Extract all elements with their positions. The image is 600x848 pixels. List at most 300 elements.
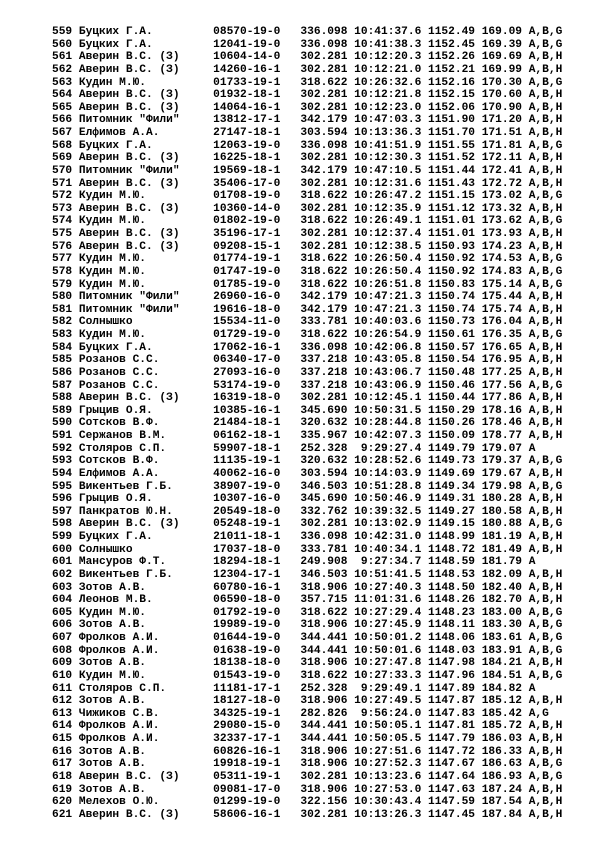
- speed: 1147.98: [428, 657, 482, 670]
- groups: A,B,G: [528, 518, 563, 531]
- distance: 318.906: [300, 581, 355, 594]
- groups: A,B,H: [528, 733, 563, 745]
- distance: 318.622: [300, 253, 355, 266]
- points: 178.46: [481, 417, 529, 430]
- table-row: [52, 102, 562, 115]
- row-number: 619: [52, 783, 79, 796]
- arrival-time: 10:47:10.5: [354, 164, 428, 177]
- distance: 318.906: [300, 619, 355, 632]
- ring-number: 17037-18-0: [213, 543, 301, 556]
- table-row: [52, 531, 562, 544]
- distance: 318.622: [300, 265, 355, 278]
- points: 178.16: [481, 404, 529, 417]
- table-row: [52, 64, 562, 77]
- points: 176.65: [481, 341, 529, 354]
- points: 170.90: [481, 101, 529, 114]
- row-number: 592: [52, 442, 79, 455]
- participant-name: Розанов С.С.: [78, 366, 214, 379]
- groups: A,B,H: [528, 392, 563, 405]
- groups: A,B,G: [528, 379, 563, 392]
- speed: 1151.52: [428, 152, 482, 165]
- participant-name: Аверин В.С. (З): [78, 808, 214, 821]
- participant-name: Леонов М.В.: [78, 594, 214, 607]
- table-row: [52, 89, 562, 102]
- table-row: [52, 443, 562, 456]
- participant-name: Викентьев Г.Б.: [78, 568, 214, 581]
- points: 173.32: [481, 202, 529, 215]
- distance: 336.098: [300, 341, 355, 354]
- arrival-time: 9:27:34.7: [354, 556, 428, 569]
- arrival-time: 9:56:24.0: [354, 707, 428, 720]
- points: 178.77: [481, 430, 529, 442]
- points: 176.35: [481, 329, 529, 341]
- arrival-time: 10:47:03.3: [354, 114, 428, 127]
- row-number: 594: [52, 467, 79, 480]
- speed: 1150.92: [428, 253, 482, 266]
- points: 175.14: [481, 278, 529, 291]
- speed: 1152.49: [428, 26, 482, 38]
- speed: 1150.44: [428, 392, 482, 405]
- points: 174.23: [481, 240, 529, 253]
- row-number: 609: [52, 657, 79, 670]
- ring-number: 01802-19-0: [213, 215, 301, 228]
- row-number: 603: [52, 581, 79, 594]
- ring-number: 17062-16-1: [213, 341, 301, 354]
- participant-name: Сержанов В.М.: [78, 430, 214, 442]
- row-number: 569: [52, 152, 79, 165]
- row-number: 601: [52, 556, 79, 569]
- table-row: [52, 518, 562, 531]
- points: 169.39: [481, 38, 529, 51]
- groups: A,B,G: [528, 758, 563, 771]
- table-row: [52, 468, 562, 481]
- arrival-time: 10:50:01.2: [354, 632, 428, 644]
- participant-name: Аверин В.С. (З): [78, 152, 214, 165]
- points: 169.99: [481, 63, 529, 76]
- points: 173.93: [481, 228, 529, 240]
- row-number: 575: [52, 228, 79, 240]
- row-number: 597: [52, 505, 79, 518]
- arrival-time: 10:12:30.3: [354, 152, 428, 165]
- participant-name: Аверин В.С. (З): [78, 101, 214, 114]
- ring-number: 13812-17-1: [213, 114, 301, 127]
- participant-name: Аверин В.С. (З): [78, 177, 214, 190]
- groups: A,B,H: [528, 493, 563, 506]
- arrival-time: 10:27:40.3: [354, 581, 428, 594]
- speed: 1147.45: [428, 808, 482, 821]
- groups: A,B,H: [528, 796, 563, 809]
- distance: 318.622: [300, 76, 355, 89]
- speed: 1147.67: [428, 758, 482, 771]
- distance: 337.218: [300, 366, 355, 379]
- ring-number: 19569-18-1: [213, 164, 301, 177]
- ring-number: 10385-16-1: [213, 404, 301, 417]
- table-row: [52, 77, 562, 90]
- table-row: [52, 809, 562, 822]
- distance: 318.906: [300, 783, 355, 796]
- speed: 1152.15: [428, 89, 482, 102]
- distance: 336.098: [300, 531, 355, 543]
- participant-name: Питомник "Фили": [78, 114, 214, 127]
- arrival-time: 10:30:43.4: [354, 796, 428, 809]
- row-number: 561: [52, 51, 79, 64]
- participant-name: Елфимов А.А.: [78, 467, 214, 480]
- arrival-time: 10:43:06.9: [354, 379, 428, 392]
- table-row: [52, 165, 562, 178]
- ring-number: 38907-19-0: [213, 480, 301, 493]
- table-row: [52, 733, 562, 746]
- distance: 344.441: [300, 720, 355, 733]
- speed: 1150.74: [428, 303, 482, 316]
- ring-number: 60826-16-1: [213, 745, 301, 758]
- speed: 1148.59: [428, 556, 482, 569]
- ring-number: 05311-19-1: [213, 770, 301, 783]
- arrival-time: 10:42:31.0: [354, 531, 428, 543]
- row-number: 618: [52, 770, 79, 783]
- distance: 318.622: [300, 215, 355, 228]
- points: 186.63: [481, 758, 529, 771]
- speed: 1150.73: [428, 316, 482, 329]
- ring-number: 14260-16-1: [213, 63, 301, 76]
- groups: A,B,G: [528, 619, 563, 632]
- row-number: 573: [52, 202, 79, 215]
- arrival-time: 10:12:45.1: [354, 392, 428, 405]
- points: 182.40: [481, 581, 529, 594]
- distance: 336.098: [300, 139, 355, 152]
- row-number: 568: [52, 139, 79, 152]
- points: 172.41: [481, 164, 529, 177]
- participant-name: Мансуров Ф.Т.: [78, 556, 214, 569]
- groups: A,B,G: [528, 139, 563, 152]
- speed: 1152.16: [428, 76, 482, 89]
- speed: 1150.29: [428, 404, 482, 417]
- arrival-time: 10:51:41.5: [354, 568, 428, 581]
- ring-number: 34325-19-1: [213, 707, 301, 720]
- points: 175.44: [481, 291, 529, 304]
- points: 169.09: [481, 26, 529, 38]
- arrival-time: 10:26:54.9: [354, 329, 428, 341]
- participant-name: Аверин В.С. (З): [78, 89, 214, 102]
- table-row: [52, 291, 562, 304]
- groups: A,B,H: [528, 404, 563, 417]
- row-number: 606: [52, 619, 79, 632]
- speed: 1150.83: [428, 278, 482, 291]
- participant-name: Зотов А.В.: [78, 695, 214, 708]
- participant-name: Фролков А.И.: [78, 720, 214, 733]
- ring-number: 15534-11-0: [213, 316, 301, 329]
- distance: 282.826: [300, 707, 355, 720]
- row-number: 584: [52, 341, 79, 354]
- table-row: [52, 39, 562, 52]
- points: 180.28: [481, 493, 529, 506]
- speed: 1150.26: [428, 417, 482, 430]
- groups: A,B,G: [528, 329, 563, 341]
- row-number: 586: [52, 366, 79, 379]
- ring-number: 01299-19-0: [213, 796, 301, 809]
- speed: 1147.89: [428, 682, 482, 695]
- arrival-time: 10:13:02.9: [354, 518, 428, 531]
- participant-name: Буцких Г.А.: [78, 139, 214, 152]
- ring-number: 16319-18-0: [213, 392, 301, 405]
- arrival-time: 10:42:07.3: [354, 430, 428, 442]
- distance: 252.328: [300, 682, 355, 695]
- table-row: [52, 114, 562, 127]
- ring-number: 01638-19-0: [213, 644, 301, 657]
- table-row: [52, 695, 562, 708]
- distance: 335.967: [300, 430, 355, 442]
- row-number: 582: [52, 316, 79, 329]
- table-row: [52, 619, 562, 632]
- ring-number: 09208-15-1: [213, 240, 301, 253]
- speed: 1150.61: [428, 329, 482, 341]
- ring-number: 11181-17-1: [213, 682, 301, 695]
- ring-number: 01708-19-0: [213, 190, 301, 203]
- points: 182.09: [481, 568, 529, 581]
- distance: 345.690: [300, 404, 355, 417]
- distance: 342.179: [300, 291, 355, 304]
- table-row: [52, 279, 562, 292]
- table-row: [52, 493, 562, 506]
- ring-number: 53174-19-0: [213, 379, 301, 392]
- table-row: [52, 708, 562, 721]
- distance: 344.441: [300, 733, 355, 745]
- arrival-time: 10:43:05.8: [354, 354, 428, 367]
- row-number: 567: [52, 127, 79, 139]
- participant-name: Фролков А.И.: [78, 733, 214, 745]
- arrival-time: 10:41:37.6: [354, 26, 428, 38]
- ring-number: 40062-16-0: [213, 467, 301, 480]
- points: 179.67: [481, 467, 529, 480]
- speed: 1149.31: [428, 493, 482, 506]
- participant-name: Зотов А.В.: [78, 581, 214, 594]
- distance: 318.622: [300, 278, 355, 291]
- ring-number: 06340-17-0: [213, 354, 301, 367]
- points: 184.21: [481, 657, 529, 670]
- participant-name: Зотов А.В.: [78, 745, 214, 758]
- distance: 345.690: [300, 493, 355, 506]
- results-table: [52, 26, 562, 821]
- arrival-time: 10:39:32.5: [354, 505, 428, 518]
- ring-number: 01729-19-0: [213, 329, 301, 341]
- participant-name: Розанов С.С.: [78, 379, 214, 392]
- participant-name: Буцких Г.А.: [78, 531, 214, 543]
- ring-number: 18138-18-0: [213, 657, 301, 670]
- points: 177.25: [481, 366, 529, 379]
- speed: 1149.73: [428, 455, 482, 468]
- table-row: [52, 140, 562, 153]
- arrival-time: 9:29:49.1: [354, 682, 428, 695]
- speed: 1151.43: [428, 177, 482, 190]
- arrival-time: 10:12:31.6: [354, 177, 428, 190]
- table-row: [52, 215, 562, 228]
- groups: A,B,H: [528, 657, 563, 670]
- arrival-time: 10:12:21.8: [354, 89, 428, 102]
- distance: 303.594: [300, 467, 355, 480]
- groups: A,B,G: [528, 38, 563, 51]
- ring-number: 08570-19-0: [213, 26, 301, 38]
- speed: 1148.11: [428, 619, 482, 632]
- groups: A,B,H: [528, 745, 563, 758]
- ring-number: 01792-19-0: [213, 606, 301, 619]
- participant-name: Столяров С.П.: [78, 442, 214, 455]
- ring-number: 27147-18-1: [213, 127, 301, 139]
- ring-number: 10360-14-0: [213, 202, 301, 215]
- arrival-time: 10:28:52.6: [354, 455, 428, 468]
- table-row: [52, 253, 562, 266]
- table-row: [52, 645, 562, 658]
- row-number: 593: [52, 455, 79, 468]
- table-row: [52, 784, 562, 797]
- groups: A,G: [528, 707, 549, 720]
- groups: A,B,H: [528, 51, 563, 64]
- speed: 1150.54: [428, 354, 482, 367]
- participant-name: Солнышко: [78, 316, 214, 329]
- ring-number: 11135-19-1: [213, 455, 301, 468]
- speed: 1152.45: [428, 38, 482, 51]
- arrival-time: 10:41:38.3: [354, 38, 428, 51]
- table-row: [52, 405, 562, 418]
- groups: A,B,G: [528, 190, 563, 203]
- row-number: 610: [52, 669, 79, 682]
- arrival-time: 9:29:27.4: [354, 442, 428, 455]
- arrival-time: 10:12:23.0: [354, 101, 428, 114]
- arrival-time: 10:27:33.3: [354, 669, 428, 682]
- arrival-time: 10:51:28.8: [354, 480, 428, 493]
- ring-number: 27093-16-0: [213, 366, 301, 379]
- distance: 332.762: [300, 505, 355, 518]
- row-number: 566: [52, 114, 79, 127]
- row-number: 559: [52, 26, 79, 38]
- distance: 302.281: [300, 63, 355, 76]
- distance: 320.632: [300, 417, 355, 430]
- points: 183.30: [481, 619, 529, 632]
- table-row: [52, 316, 562, 329]
- table-row: [52, 556, 562, 569]
- distance: 336.098: [300, 26, 355, 38]
- groups: A,B,H: [528, 291, 563, 304]
- speed: 1152.06: [428, 101, 482, 114]
- distance: 302.281: [300, 152, 355, 165]
- distance: 249.908: [300, 556, 355, 569]
- table-row: [52, 127, 562, 140]
- ring-number: 12304-17-1: [213, 568, 301, 581]
- arrival-time: 10:47:21.3: [354, 303, 428, 316]
- arrival-time: 10:13:26.3: [354, 808, 428, 821]
- distance: 302.281: [300, 228, 355, 240]
- participant-name: Грыцив О.Я.: [78, 404, 214, 417]
- points: 176.95: [481, 354, 529, 367]
- ring-number: 21484-18-1: [213, 417, 301, 430]
- distance: 333.781: [300, 316, 355, 329]
- table-row: [52, 228, 562, 241]
- groups: A,B,H: [528, 89, 563, 102]
- arrival-time: 10:27:51.6: [354, 745, 428, 758]
- ring-number: 06590-18-0: [213, 594, 301, 607]
- distance: 346.503: [300, 568, 355, 581]
- table-row: [52, 241, 562, 254]
- points: 187.24: [481, 783, 529, 796]
- groups: A,B,H: [528, 783, 563, 796]
- points: 171.20: [481, 114, 529, 127]
- groups: A,B,H: [528, 695, 563, 708]
- ring-number: 19616-18-0: [213, 303, 301, 316]
- distance: 344.441: [300, 632, 355, 644]
- groups: A,B,G: [528, 215, 563, 228]
- row-number: 590: [52, 417, 79, 430]
- arrival-time: 10:26:47.2: [354, 190, 428, 203]
- participant-name: Сотсков В.Ф.: [78, 455, 214, 468]
- ring-number: 01747-19-0: [213, 265, 301, 278]
- distance: 302.281: [300, 101, 355, 114]
- participant-name: Аверин В.С. (З): [78, 228, 214, 240]
- participant-name: Питомник "Фили": [78, 164, 214, 177]
- groups: A,B,H: [528, 531, 563, 543]
- points: 176.04: [481, 316, 529, 329]
- table-row: [52, 203, 562, 216]
- participant-name: Мелехов О.Ю.: [78, 796, 214, 809]
- points: 183.61: [481, 632, 529, 644]
- distance: 336.098: [300, 38, 355, 51]
- ring-number: 29080-15-0: [213, 720, 301, 733]
- table-row: [52, 152, 562, 165]
- table-row: [52, 632, 562, 645]
- groups: A,B,H: [528, 467, 563, 480]
- groups: A: [528, 682, 536, 695]
- arrival-time: 10:41:51.9: [354, 139, 428, 152]
- points: 170.30: [481, 76, 529, 89]
- row-number: 596: [52, 493, 79, 506]
- distance: 302.281: [300, 770, 355, 783]
- groups: A,B,H: [528, 101, 563, 114]
- participant-name: Зотов А.В.: [78, 758, 214, 771]
- table-row: [52, 544, 562, 557]
- row-number: 620: [52, 796, 79, 809]
- row-number: 607: [52, 632, 79, 644]
- participant-name: Грыцив О.Я.: [78, 493, 214, 506]
- participant-name: Кудин М.Ю.: [78, 215, 214, 228]
- points: 185.12: [481, 695, 529, 708]
- points: 171.81: [481, 139, 529, 152]
- groups: A,B,G: [528, 669, 563, 682]
- ring-number: 20549-18-0: [213, 505, 301, 518]
- points: 187.54: [481, 796, 529, 809]
- groups: A,B,H: [528, 594, 563, 607]
- speed: 1149.27: [428, 505, 482, 518]
- points: 169.69: [481, 51, 529, 64]
- arrival-time: 10:50:46.9: [354, 493, 428, 506]
- row-number: 587: [52, 379, 79, 392]
- row-number: 604: [52, 594, 79, 607]
- participant-name: Аверин В.С. (З): [78, 63, 214, 76]
- arrival-time: 10:27:29.4: [354, 606, 428, 619]
- speed: 1147.81: [428, 720, 482, 733]
- participant-name: Аверин В.С. (З): [78, 240, 214, 253]
- ring-number: 35406-17-0: [213, 177, 301, 190]
- row-number: 608: [52, 644, 79, 657]
- row-number: 617: [52, 758, 79, 771]
- participant-name: Питомник "Фили": [78, 291, 214, 304]
- points: 174.83: [481, 265, 529, 278]
- participant-name: Зотов А.В.: [78, 619, 214, 632]
- ring-number: 01733-19-1: [213, 76, 301, 89]
- distance: 302.281: [300, 392, 355, 405]
- arrival-time: 10:50:01.6: [354, 644, 428, 657]
- row-number: 571: [52, 177, 79, 190]
- points: 172.11: [481, 152, 529, 165]
- groups: A,B,H: [528, 568, 563, 581]
- speed: 1147.64: [428, 770, 482, 783]
- arrival-time: 10:50:31.5: [354, 404, 428, 417]
